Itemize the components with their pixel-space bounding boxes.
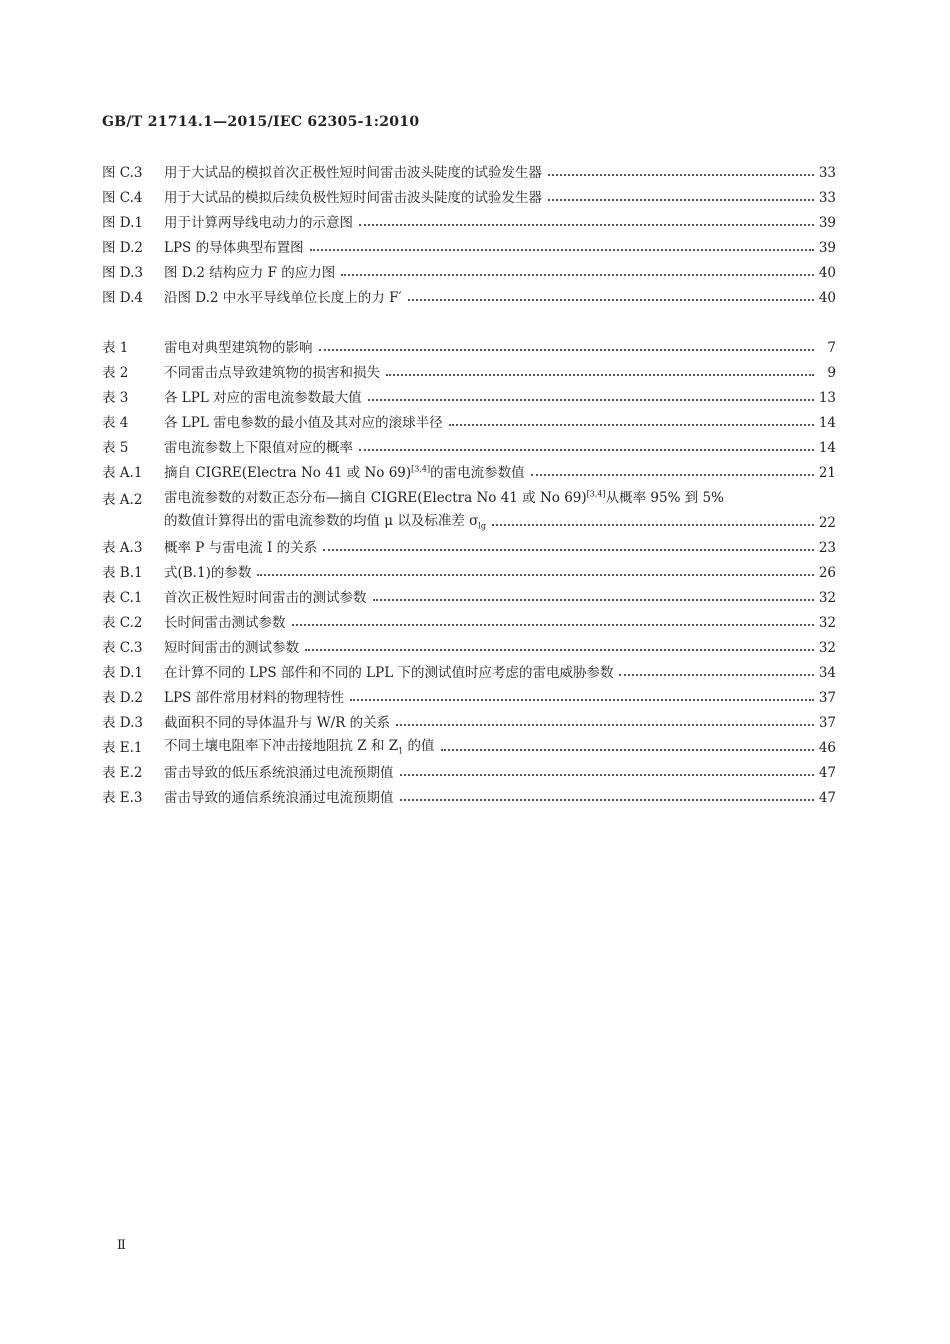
entry-label: 表 D.1 [102, 665, 144, 681]
entry-label: 表 C.3 [102, 640, 143, 656]
entry-page: 46 [818, 740, 836, 756]
entry-page: 21 [818, 465, 836, 481]
leader-dots [368, 385, 814, 401]
entry-title: 用于计算两导线电动力的示意图 [164, 215, 353, 231]
entry-page: 14 [818, 440, 836, 456]
entry-title: 雷击导致的低压系统浪涌过电流预期值 [164, 765, 394, 781]
citation-superscript: [3,4] [411, 464, 431, 474]
entry-label: 表 A.2 [102, 492, 143, 508]
leader-dots [449, 410, 814, 426]
toc-entry[interactable] [102, 356, 836, 381]
entry-title-part: 雷电流参数的对数正态分布—摘自 CIGRE(Electra No 41 或 No 69) [164, 490, 587, 506]
toc-entry[interactable] [102, 381, 836, 406]
leader-dots [400, 760, 815, 776]
entry-page: 22 [818, 515, 836, 531]
entry-page: 47 [818, 765, 836, 781]
entry-title: 长时间雷击测试参数 [164, 615, 286, 631]
toc-entry[interactable] [102, 681, 836, 706]
toc-entry[interactable] [102, 481, 836, 531]
toc-entry[interactable] [102, 331, 836, 356]
entry-title [164, 486, 724, 506]
entry-page: 23 [818, 540, 836, 556]
leader-dots [548, 160, 814, 176]
entry-title: 式(B.1)的参数 [164, 565, 252, 581]
entry-page: 14 [818, 415, 836, 431]
toc-entry[interactable] [102, 531, 836, 556]
entry-page: 33 [818, 190, 836, 206]
toc-entry[interactable] [102, 731, 836, 756]
leader-dots [310, 235, 814, 251]
entry-label: 图 C.3 [102, 165, 143, 181]
entry-label: 表 3 [102, 390, 129, 406]
page-number: Ⅱ [117, 1238, 126, 1253]
entry-page: 32 [818, 640, 836, 656]
toc-entry[interactable] [102, 231, 836, 256]
toc-entry[interactable] [102, 606, 836, 631]
entry-page: 40 [818, 265, 836, 281]
entry-label: 表 2 [102, 365, 129, 381]
entry-title-part: 的值 [403, 738, 435, 755]
subscript: lg [478, 522, 487, 531]
entry-page: 33 [818, 165, 836, 181]
leader-dots [323, 535, 814, 551]
entry-title: 图 D.2 结构应力 F 的应力图 [164, 265, 336, 281]
entry-title: 雷电对典型建筑物的影响 [164, 340, 313, 356]
entry-label: 表 D.3 [102, 715, 144, 731]
entry-title: 各 LPL 对应的雷电流参数最大值 [164, 390, 362, 406]
leader-dots [400, 785, 815, 801]
entry-page: 13 [818, 390, 836, 406]
entry-title: 首次正极性短时间雷击的测试参数 [164, 590, 367, 606]
entry-page: 7 [827, 340, 836, 356]
toc-entry[interactable] [102, 156, 836, 181]
entry-title: 截面积不同的导体温升与 W/R 的关系 [164, 715, 391, 731]
entry-title-part: 摘自 CIGRE(Electra No 41 或 No 69) [164, 465, 412, 481]
toc-entry[interactable] [102, 756, 836, 781]
entry-title: 在计算不同的 LPS 部件和不同的 LPL 下的测试值时应考虑的雷电威胁参数 [164, 665, 614, 681]
entry-title: 沿图 D.2 中水平导线单位长度上的力 F′ [164, 290, 402, 306]
entry-label: 表 1 [102, 340, 129, 356]
entry-page: 39 [818, 215, 836, 231]
entry-page: 40 [818, 290, 836, 306]
leader-dots [548, 185, 814, 201]
entry-label: 表 5 [102, 440, 129, 456]
entry-label: 表 E.2 [102, 765, 143, 781]
leader-dots [408, 285, 814, 301]
entry-title-part: 的雷电流参数值 [430, 465, 525, 481]
entry-label: 表 C.2 [102, 615, 143, 631]
toc-entry[interactable] [102, 181, 836, 206]
entry-label: 表 4 [102, 415, 129, 431]
entry-label: 表 A.1 [102, 465, 143, 481]
leader-dots [359, 210, 814, 226]
entry-title [164, 461, 525, 481]
leader-dots [441, 735, 814, 751]
entry-title [164, 734, 435, 756]
leader-dots [396, 710, 814, 726]
entry-page: 26 [818, 565, 836, 581]
toc-entry[interactable] [102, 631, 836, 656]
toc-entry[interactable] [102, 431, 836, 456]
standard-header: GB/T 21714.1—2015/IEC 62305-1:2010 [102, 114, 420, 130]
entry-page: 32 [818, 615, 836, 631]
subscript: 1 [398, 747, 404, 756]
toc-entry[interactable] [102, 406, 836, 431]
entry-page: 34 [818, 665, 836, 681]
entry-page: 47 [818, 790, 836, 806]
toc-entry[interactable] [102, 706, 836, 731]
entry-label: 图 C.4 [102, 190, 143, 206]
entry-label: 表 E.1 [102, 740, 143, 756]
entry-label: 表 C.1 [102, 590, 143, 606]
leader-dots [492, 510, 814, 526]
entry-title-part: 的数值计算得出的雷电流参数的均值 μ 以及标准差 σ [164, 513, 479, 530]
toc-entry[interactable] [102, 656, 836, 681]
entry-label: 表 B.1 [102, 565, 143, 581]
entry-title: 各 LPL 雷电参数的最小值及其对应的滚球半径 [164, 415, 443, 431]
entry-title-continued [164, 509, 486, 531]
leader-dots [305, 635, 814, 651]
entry-page: 37 [818, 690, 836, 706]
entry-title: 雷电流参数上下限值对应的概率 [164, 440, 353, 456]
entry-page: 9 [827, 365, 836, 381]
entry-page: 39 [818, 240, 836, 256]
leader-dots [257, 560, 814, 576]
entry-label: 图 D.1 [102, 215, 144, 231]
entry-label: 表 A.3 [102, 540, 143, 556]
entry-label: 表 D.2 [102, 690, 144, 706]
leader-dots [619, 660, 814, 676]
entry-title: 用于大试品的模拟首次正极性短时间雷击波头陡度的试验发生器 [164, 165, 542, 181]
entry-title: 雷击导致的通信系统浪涌过电流预期值 [164, 790, 394, 806]
leader-dots [341, 260, 814, 276]
leader-dots [292, 610, 815, 626]
figure-list [102, 156, 836, 306]
leader-dots [359, 435, 814, 451]
entry-label: 图 D.2 [102, 240, 144, 256]
entry-title: 概率 P 与雷电流 I 的关系 [164, 540, 318, 556]
leader-dots [350, 685, 814, 701]
entry-title-part: 不同土壤电阻率下冲击接地阻抗 Z 和 Z [164, 738, 399, 755]
leader-dots [373, 585, 815, 601]
toc-entry[interactable] [102, 206, 836, 231]
entry-label: 表 E.3 [102, 790, 143, 806]
leader-dots [386, 360, 814, 376]
toc-entry[interactable] [102, 781, 836, 806]
toc-entry[interactable] [102, 556, 836, 581]
toc-entry[interactable] [102, 581, 836, 606]
toc-entry[interactable] [102, 256, 836, 281]
entry-title: 短时间雷击的测试参数 [164, 640, 299, 656]
entry-title: LPS 的导体典型布置图 [164, 240, 304, 256]
entry-label: 图 D.4 [102, 290, 144, 306]
entry-title: 不同雷击点导致建筑物的损害和损失 [164, 365, 380, 381]
toc-entry[interactable] [102, 281, 836, 306]
leader-dots [531, 460, 814, 476]
leader-dots [319, 335, 815, 351]
entry-label: 图 D.3 [102, 265, 144, 281]
toc-entry[interactable] [102, 456, 836, 481]
table-list [102, 331, 836, 806]
citation-superscript: [3,4] [586, 489, 606, 499]
entry-title: LPS 部件常用材料的物理特性 [164, 690, 345, 706]
entry-title-part: 从概率 95% 到 5% [605, 490, 724, 506]
entry-page: 37 [818, 715, 836, 731]
entry-page: 32 [818, 590, 836, 606]
entry-title: 用于大试品的模拟后续负极性短时间雷击波头陡度的试验发生器 [164, 190, 542, 206]
